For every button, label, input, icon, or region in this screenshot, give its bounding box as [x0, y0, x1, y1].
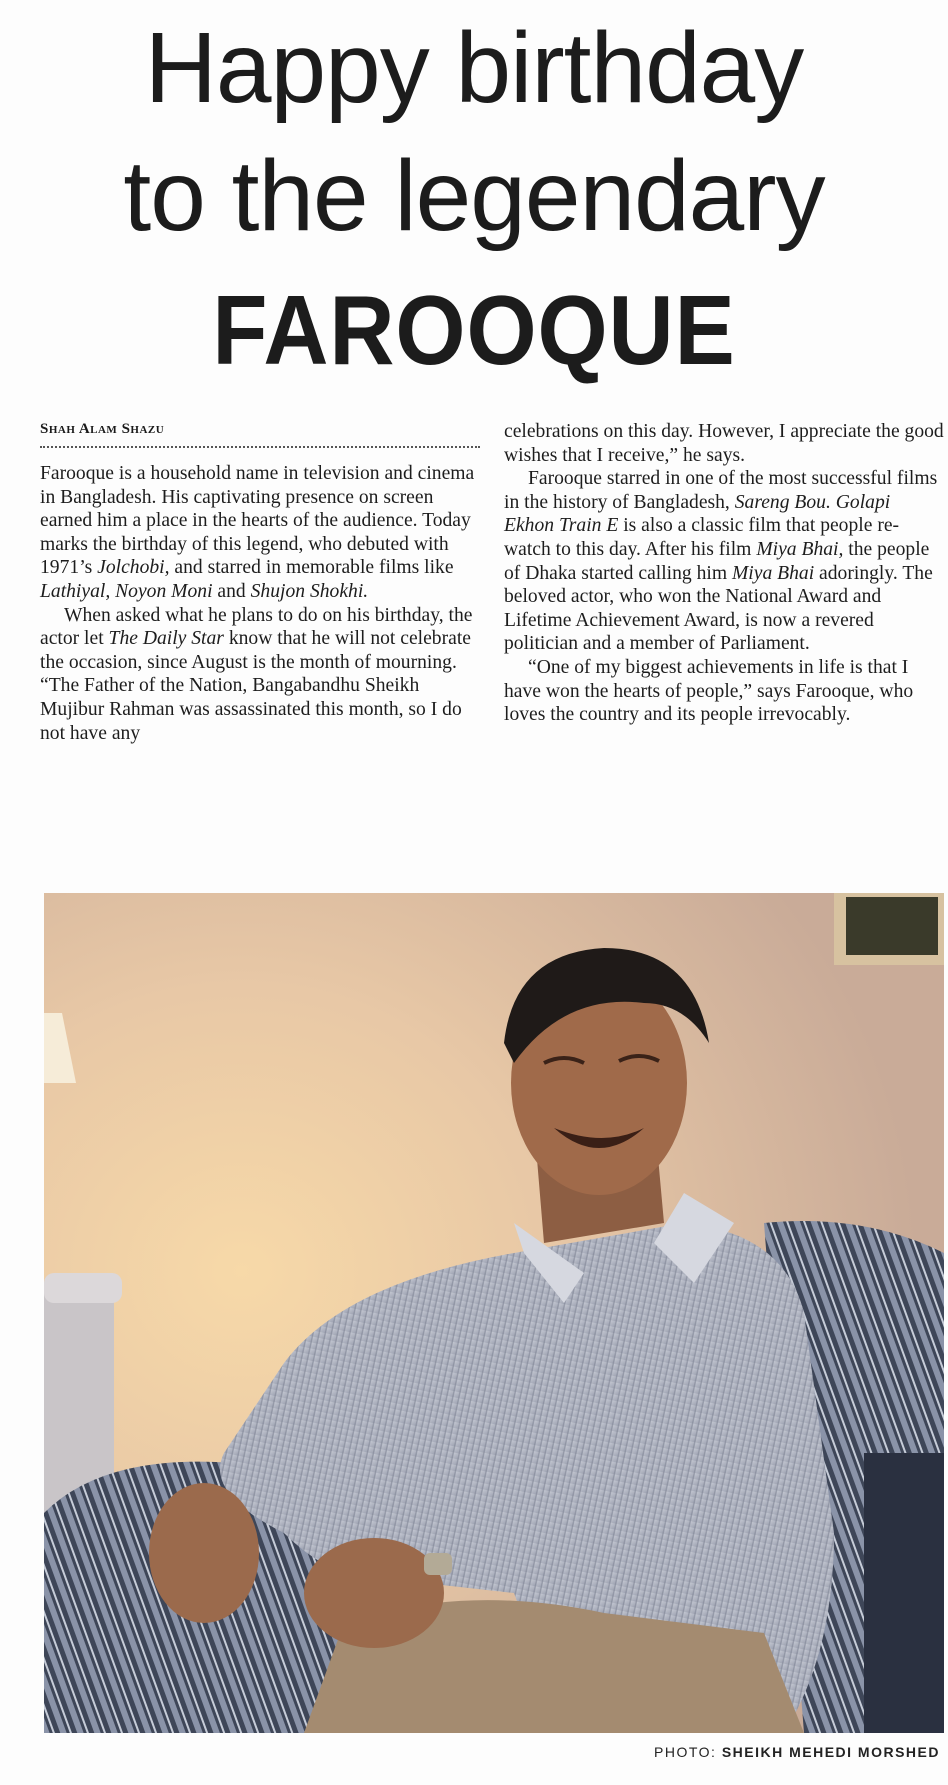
headline-line-2: to the legendary	[123, 140, 825, 252]
wristwatch	[424, 1553, 452, 1575]
paragraph-birthday-plans: When asked what he plans to do on his birthday, the actor let The Daily Star know that he will not celebrate the occasion, since August is the month of mourning. “The Father of the Nation, Bangabandhu Sheikh Mujibur Rahman was assassinated this month, so I do not have any	[40, 604, 473, 744]
portrait-photo	[44, 893, 944, 1733]
paragraph-quote-continued: celebrations on this day. However, I appreciate the good wishes that I receive,” he says.	[504, 421, 944, 466]
headline-name: FAROOQUE	[212, 275, 736, 385]
paragraph-closing-quote: “One of my biggest achievements in life is that I have won the hearts of people,” says Farooque, who loves the country and its people irrevocably.	[504, 656, 914, 726]
article-column-2	[504, 420, 944, 727]
byline: Shah Alam Shazu	[40, 421, 480, 448]
photo-credit-label: PHOTO:	[654, 1744, 717, 1760]
article-column-1	[40, 462, 488, 745]
paragraph-intro: Farooque is a household name in television and cinema in Bangladesh. His captivating presence on screen earned him a place in the hearts of the audience. Today marks the birthday of this legend, who debuted with 1971’s Jolchobi, and starred in memorable films like Lathiyal, Noyon Moni and Shujon Shokhi.	[40, 463, 475, 602]
paragraph-films: Farooque starred in one of the most successful films in the history of Bangladesh, Sareng Bou. Golapi Ekhon Train E is also a classic film that people re-watch to this day. After his film Miya Bhai, the people of Dhaka started calling him Miya Bhai adoringly. The beloved actor, who won the National Award and Lifetime Achievement Award, is now a revered politician and a member of Parliament.	[504, 468, 938, 655]
photo-credit	[654, 1744, 940, 1760]
left-hand	[149, 1483, 259, 1623]
photo-credit-name: SHEIKH MEHEDI MORSHED	[721, 1744, 940, 1760]
right-hand	[304, 1538, 444, 1648]
headline-line-1: Happy birthday	[144, 12, 804, 124]
